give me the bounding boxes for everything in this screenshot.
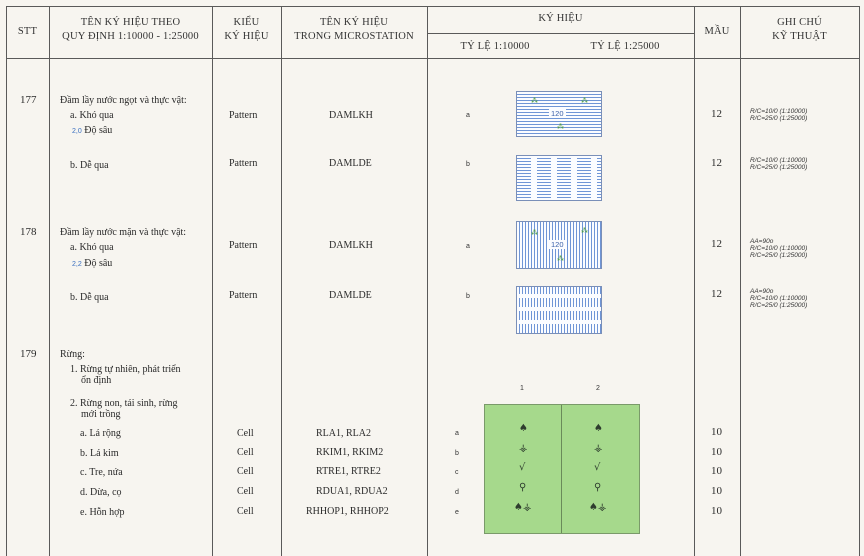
type-178-b: Pattern xyxy=(229,290,258,301)
color-179-e: 10 xyxy=(711,505,722,517)
header-ghi-chu xyxy=(740,16,859,44)
forest-panel-divider xyxy=(561,405,562,533)
header-kieu-line2: KÝ HIỆU xyxy=(224,31,269,42)
header-stt: STT xyxy=(17,26,38,37)
title-178: Đầm lầy nước mặn và thực vật: xyxy=(60,227,187,238)
bamboo-icon: √ xyxy=(594,462,601,473)
item-179-1-line2: ổn định xyxy=(81,375,112,386)
pattern-damlkh-fresh xyxy=(516,91,602,137)
pattern-damlkh-salt xyxy=(516,221,602,269)
msname-179-c: RTRE1, RTRE2 xyxy=(316,466,381,477)
header-scale-10000: TỶ LỆ 1:10000 xyxy=(460,41,530,52)
header-kieu-line1: KIỂU xyxy=(233,17,260,28)
reed-tuft-icon: ⁂ xyxy=(557,255,564,263)
title-179: Rừng: xyxy=(60,349,85,360)
col-border-1 xyxy=(49,6,50,556)
stt-179: 179 xyxy=(20,348,37,360)
note-line: R/C=25/0 (1:25000) xyxy=(750,252,808,259)
type-177-b: Pattern xyxy=(229,158,258,169)
col-border-2 xyxy=(212,6,213,556)
palm-tree-icon: ⚲ xyxy=(594,482,602,493)
letter-178-a: a xyxy=(466,243,470,250)
header-ky-hieu: KÝ HIỆU xyxy=(538,13,583,24)
msname-177-b: DAMLDE xyxy=(329,158,372,169)
color-179-c: 10 xyxy=(711,465,722,477)
color-179-a: 10 xyxy=(711,426,722,438)
letter-179-c: c xyxy=(455,469,459,476)
note-line: R/C=10/0 (1:10000) xyxy=(750,295,808,302)
forest-col-1-label: 1 xyxy=(520,385,524,392)
color-178-b: 12 xyxy=(711,288,722,300)
letter-179-a: a xyxy=(455,430,459,437)
msname-177-a: DAMLKH xyxy=(329,110,373,121)
reed-tuft-icon: ⁂ xyxy=(581,227,588,235)
forest-col-2-label: 2 xyxy=(596,385,600,392)
note-177-a xyxy=(750,108,807,122)
header-ghichu-line1: GHI CHÚ xyxy=(777,17,822,28)
depth-number-178: 2,2 xyxy=(72,261,82,268)
sub-179-e: e. Hỗn hợp xyxy=(80,507,125,518)
note-177-b xyxy=(750,157,807,171)
sub-177-a: a. Khó qua xyxy=(70,110,114,121)
letter-178-b: b xyxy=(466,293,470,300)
reed-tuft-icon: ⁂ xyxy=(531,229,538,237)
forest-symbol-panel xyxy=(484,404,640,534)
reed-tuft-icon: ⁂ xyxy=(581,97,588,105)
msname-178-b: DAMLDE xyxy=(329,290,372,301)
mixed-forest-icon: ♠⚶ xyxy=(514,502,532,513)
depth-value-177: 120 xyxy=(551,109,564,118)
letter-177-a: a xyxy=(466,112,470,119)
kyhieu-subheader-border xyxy=(427,33,694,34)
col-border-0 xyxy=(6,6,7,556)
mixed-forest-icon: ♠⚶ xyxy=(589,502,607,513)
col-border-3 xyxy=(281,6,282,556)
msname-179-d: RDUA1, RDUA2 xyxy=(316,486,388,497)
color-178-a: 12 xyxy=(711,238,722,250)
type-179-b: Cell xyxy=(237,447,254,458)
note-line: R/C=25/0 (1:25000) xyxy=(750,164,808,171)
note-line: R/C=10/0 (1:10000) xyxy=(750,245,808,252)
letter-179-b: b xyxy=(455,450,459,457)
sub-179-c: c. Tre, nứa xyxy=(80,467,123,478)
item-179-2 xyxy=(70,398,178,420)
item-179-1 xyxy=(70,364,181,386)
type-178-a: Pattern xyxy=(229,240,258,251)
note-line: R/C=25/0 (1:25000) xyxy=(750,115,808,122)
header-ten-microstation xyxy=(281,16,427,44)
msname-179-e: RHHOP1, RHHOP2 xyxy=(306,506,389,517)
depth-number-177: 2,0 xyxy=(72,128,82,135)
type-179-c: Cell xyxy=(237,466,254,477)
header-ghichu-line2: KỸ THUẬT xyxy=(772,31,827,42)
stt-177: 177 xyxy=(20,94,37,106)
item-179-1-line1: 1. Rừng tự nhiên, phát triển xyxy=(70,364,181,375)
sub-179-a: a. Lá rộng xyxy=(80,428,121,439)
broadleaf-tree-icon: ♠ xyxy=(594,423,603,434)
header-bottom-border xyxy=(6,58,860,59)
col-border-4 xyxy=(427,6,428,556)
color-179-d: 10 xyxy=(711,485,722,497)
header-ten-line2: QUY ĐỊNH 1:10000 - 1:25000 xyxy=(62,31,199,42)
header-ten-ky-hieu xyxy=(49,16,212,44)
header-scale-25000: TỶ LỆ 1:25000 xyxy=(590,41,660,52)
sub-178-a: a. Khó qua xyxy=(70,242,114,253)
note-line: R/C=10/0 (1:10000) xyxy=(750,108,808,115)
reed-tuft-icon: ⁂ xyxy=(531,97,538,105)
header-tenms-line2: TRONG MICROSTATION xyxy=(294,31,414,42)
col-border-6 xyxy=(740,6,741,556)
depth-label-177: Độ sâu xyxy=(84,125,113,136)
letter-177-b: b xyxy=(466,161,470,168)
header-ten-line1: TÊN KÝ HIỆU THEO xyxy=(80,17,181,28)
stt-178: 178 xyxy=(20,226,37,238)
header-mau: MẦU xyxy=(704,26,730,37)
depth-177 xyxy=(72,125,112,136)
type-179-d: Cell xyxy=(237,486,254,497)
col-border-7 xyxy=(859,6,860,556)
color-177-a: 12 xyxy=(711,108,722,120)
color-177-b: 12 xyxy=(711,157,722,169)
pattern-damlde-salt xyxy=(516,286,602,334)
note-line: AA=90o xyxy=(750,288,774,295)
msname-178-a: DAMLKH xyxy=(329,240,373,251)
item-179-2-line2: mới trồng xyxy=(81,409,121,420)
note-line: AA=90o xyxy=(750,238,774,245)
letter-179-e: e xyxy=(455,509,459,516)
note-line: R/C=25/0 (1:25000) xyxy=(750,302,808,309)
pattern-damlde-fresh xyxy=(516,155,602,201)
depth-178 xyxy=(72,258,112,269)
type-177-a: Pattern xyxy=(229,110,258,121)
color-179-b: 10 xyxy=(711,446,722,458)
conifer-tree-icon: ⚶ xyxy=(594,443,603,454)
msname-179-a: RLA1, RLA2 xyxy=(316,428,371,439)
type-179-a: Cell xyxy=(237,428,254,439)
table-top-border xyxy=(6,6,860,7)
header-kieu xyxy=(212,16,281,44)
depth-value-178: 120 xyxy=(551,240,564,249)
type-179-e: Cell xyxy=(237,506,254,517)
msname-179-b: RKIM1, RKIM2 xyxy=(316,447,384,458)
sub-177-b: b. Dễ qua xyxy=(70,160,109,171)
broadleaf-tree-icon: ♠ xyxy=(519,423,528,434)
reed-tuft-icon: ⁂ xyxy=(557,123,564,131)
sub-179-d: d. Dừa, cọ xyxy=(80,487,122,498)
note-line: R/C=10/0 (1:10000) xyxy=(750,157,808,164)
item-179-2-line1: 2. Rừng non, tái sinh, rừng xyxy=(70,398,178,409)
conifer-tree-icon: ⚶ xyxy=(519,443,528,454)
letter-179-d: d xyxy=(455,489,459,496)
note-178-a xyxy=(750,238,807,259)
note-178-b xyxy=(750,288,807,309)
bamboo-icon: √ xyxy=(519,462,526,473)
depth-label-178: Độ sâu xyxy=(84,258,113,269)
palm-tree-icon: ⚲ xyxy=(519,482,527,493)
col-border-5 xyxy=(694,6,695,556)
sub-179-b: b. Lá kim xyxy=(80,448,119,459)
header-tenms-line1: TÊN KÝ HIỆU xyxy=(319,17,389,28)
title-177: Đầm lầy nước ngọt và thực vật: xyxy=(60,95,187,106)
sub-178-b: b. Dễ qua xyxy=(70,292,109,303)
